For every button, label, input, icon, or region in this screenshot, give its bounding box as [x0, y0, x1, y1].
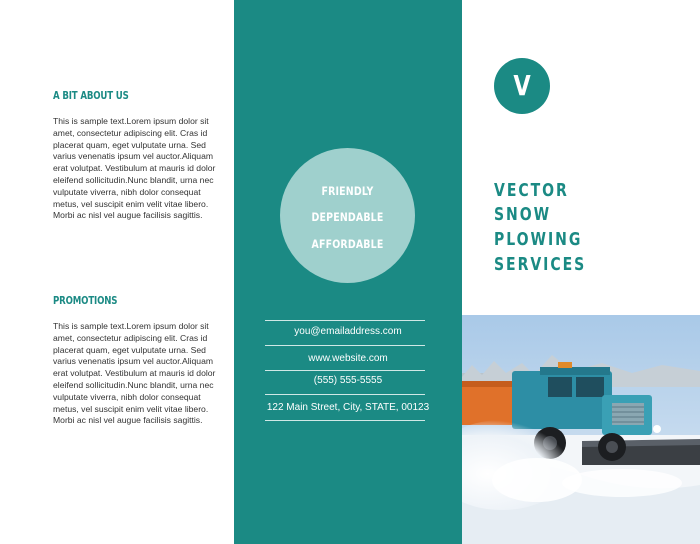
photo-illustration [462, 315, 700, 544]
divider [265, 320, 425, 321]
left-panel [0, 0, 234, 544]
contact-website[interactable]: www.website.com [308, 353, 388, 364]
contact-phone: (555) 555-5555 [313, 375, 383, 386]
contact-address: 122 Main Street, City, STATE, 00123 [266, 402, 430, 413]
middle-panel [234, 0, 462, 544]
contact-email[interactable]: you@emailaddress.com [294, 326, 402, 337]
divider [265, 370, 425, 371]
about-heading: A BIT ABOUT US [53, 90, 129, 102]
title-line-4: SERVICES [494, 254, 587, 275]
tagline-friendly: FRIENDLY [321, 184, 374, 198]
logo-letter: V [513, 69, 531, 102]
title-line-3: PLOWING [494, 229, 583, 250]
promotions-body: This is sample text.Lorem ipsum dolor sit amet, consectetur adipiscing elit. Cras id placerat quam, eget vulputate urna. Sed varius venenatis ipsum vel auctor.Aliquam erat volutpat. Vestibulum at mauris id dolor eleifend sollicitudin.Nunc blandit, urna nec vulputate viverra, nibh dolor consequat metus, vel suscipit enim velit vitae libero. Morbi ac nisl vel augue facilisis sagittis. [53, 321, 216, 426]
title-line-1: VECTOR [494, 180, 569, 201]
tagline-dependable: DEPENDABLE [311, 210, 384, 224]
promotions-heading: PROMOTIONS [53, 295, 118, 307]
tagline-circle [280, 148, 415, 283]
title-line-2: SNOW [494, 204, 552, 225]
divider [265, 394, 425, 395]
right-panel [462, 0, 700, 544]
snow-plow-truck-photo [462, 315, 700, 544]
about-body: This is sample text.Lorem ipsum dolor sit amet, consectetur adipiscing elit. Cras id placerat quam, eget vulputate urna. Sed varius venenatis ipsum vel auctor.Aliquam erat volutpat. Vestibulum at mauris id dolor eleifend sollicitudin.Nunc blandit, urna nec vulputate viverra, nibh dolor consequat metus, vel suscipit enim velit vitae libero. Morbi ac nisl vel augue facilisis sagittis. [53, 116, 216, 221]
logo-badge [494, 58, 550, 114]
divider [265, 345, 425, 346]
divider [265, 420, 425, 421]
tagline-affordable: AFFORDABLE [311, 237, 384, 251]
